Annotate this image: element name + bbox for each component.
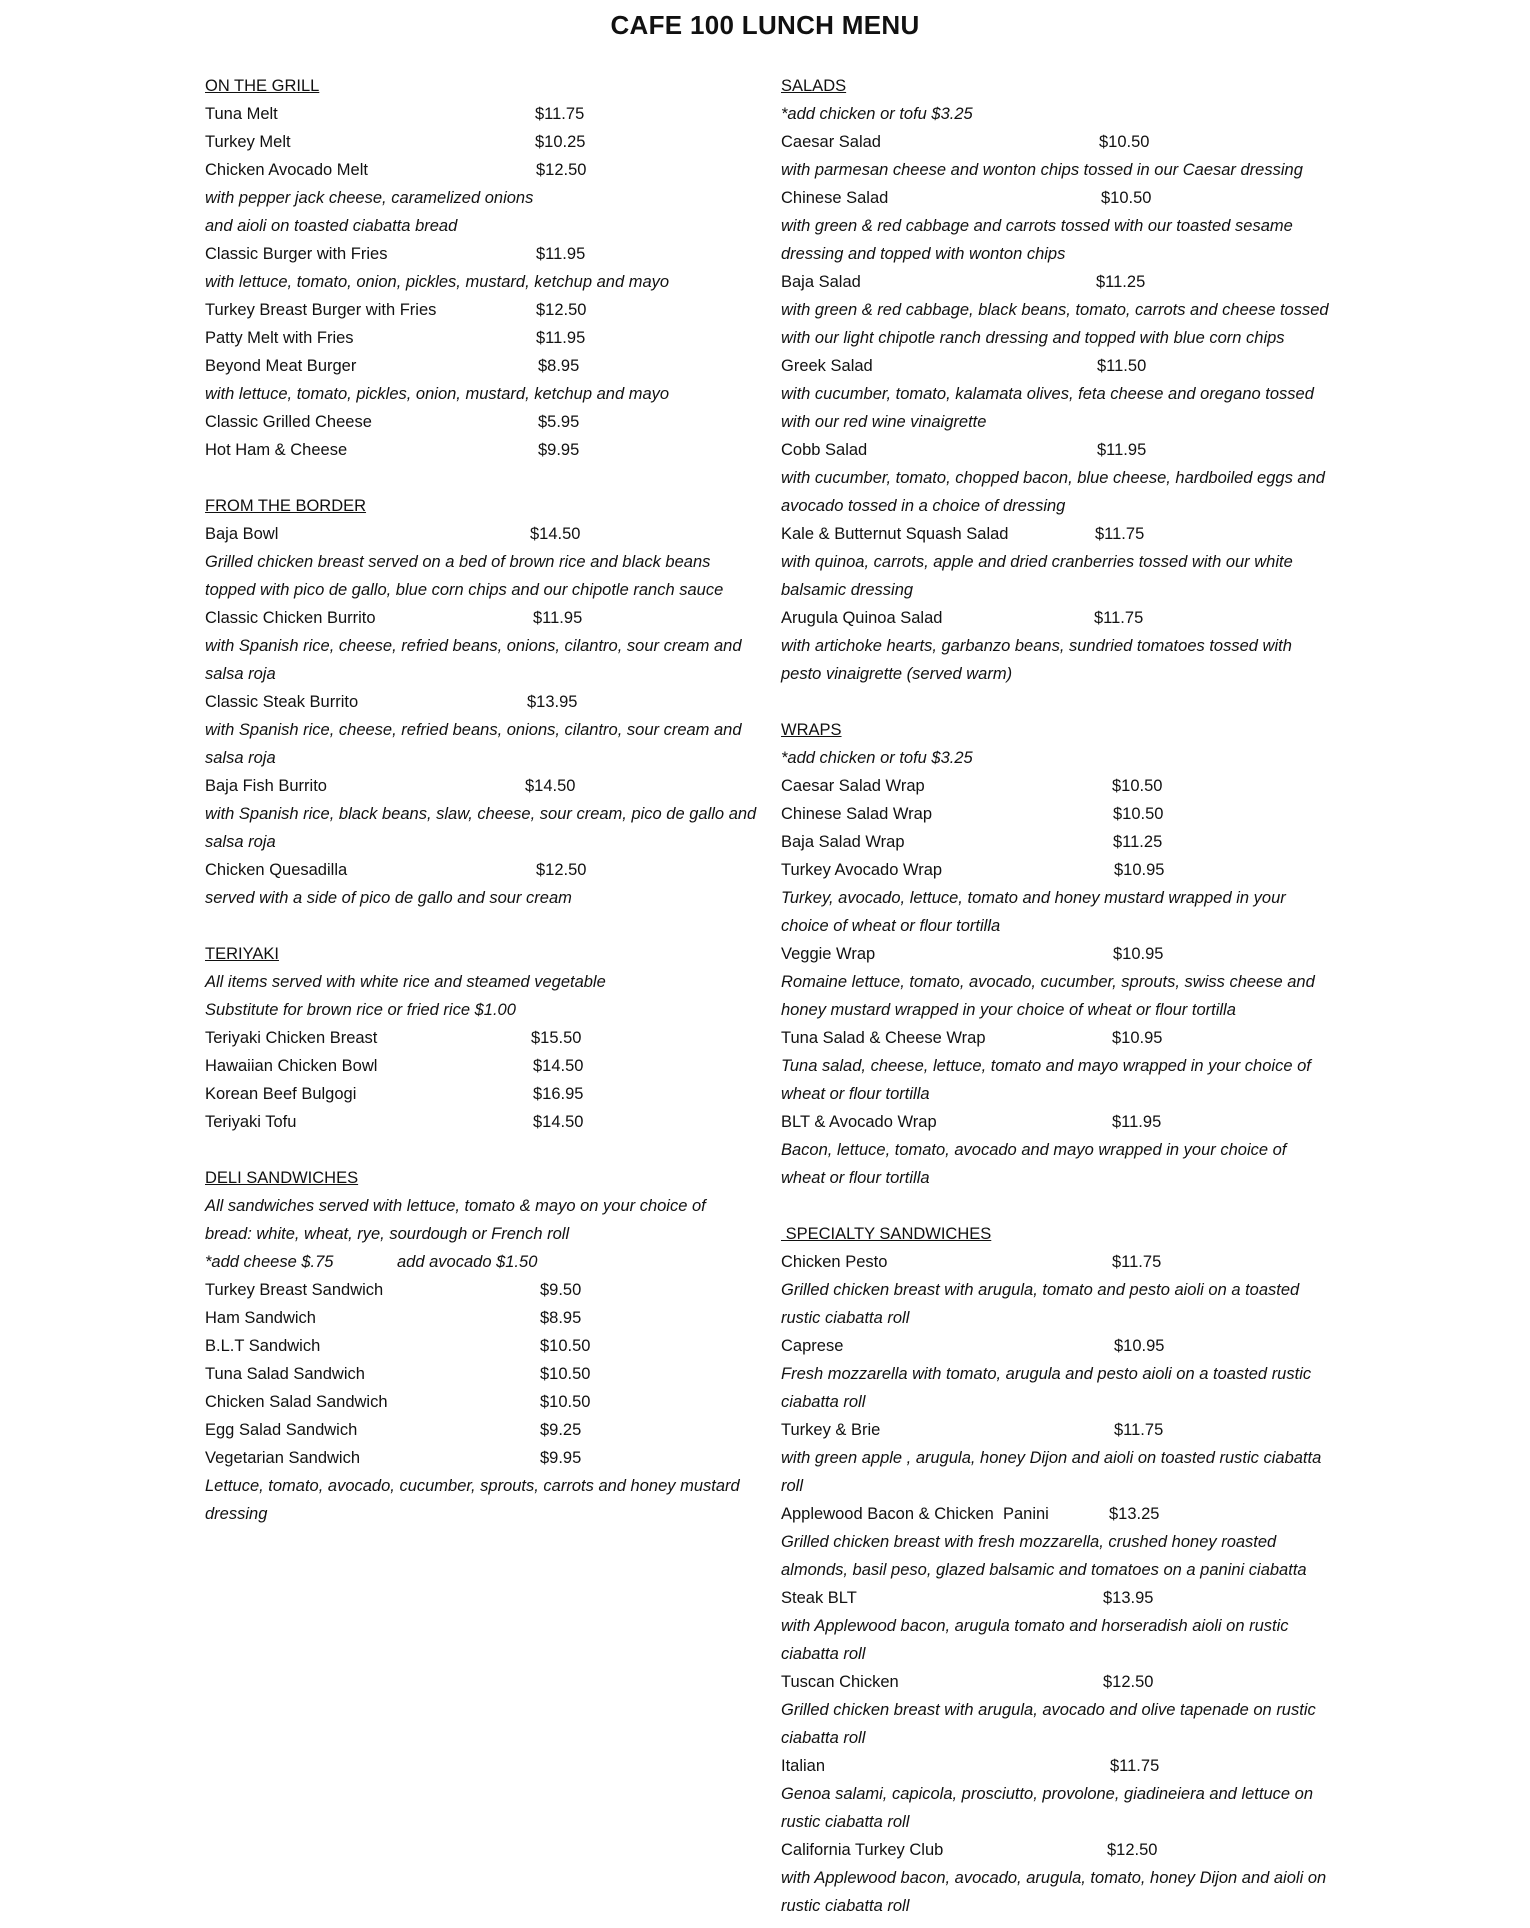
- section-note: *add chicken or tofu $3.25: [781, 749, 973, 767]
- menu-item: [781, 1108, 1341, 1136]
- item-price: $14.50: [530, 525, 581, 543]
- item-description: Grilled chicken breast with arugula, avocado and olive tapenade on rustic: [781, 1701, 1316, 1719]
- item-price: $12.50: [1103, 1673, 1154, 1691]
- item-price: $11.25: [1113, 833, 1163, 851]
- item-description: ciabatta roll: [781, 1729, 866, 1747]
- menu-item: [781, 940, 1341, 968]
- item-price: $10.50: [1112, 777, 1163, 795]
- item-description: Grilled chicken breast served on a bed of brown rice and black beans: [205, 553, 711, 571]
- section-note: *add chicken or tofu $3.25: [781, 105, 973, 123]
- menu-item: [781, 520, 1341, 548]
- item-price: $12.50: [536, 301, 587, 319]
- menu-item: [205, 128, 765, 156]
- item-name: Veggie Wrap: [781, 945, 876, 963]
- item-description: wheat or flour tortilla: [781, 1169, 930, 1187]
- item-name: Baja Salad Wrap: [781, 833, 905, 851]
- menu-item: [781, 856, 1341, 884]
- item-description: with lettuce, tomato, onion, pickles, mustard, ketchup and mayo: [205, 273, 670, 291]
- menu-item: [205, 688, 765, 716]
- item-name: Classic Burger with Fries: [205, 245, 388, 263]
- item-description: with green & red cabbage, black beans, tomato, carrots and cheese tossed: [781, 301, 1329, 319]
- item-description: with Applewood bacon, arugula tomato and horseradish aioli on rustic: [781, 1617, 1289, 1635]
- menu-item: [781, 1836, 1341, 1864]
- menu-item: [781, 1752, 1341, 1780]
- section-gap: [205, 1136, 765, 1164]
- item-description: pesto vinaigrette (served warm): [781, 665, 1013, 683]
- menu-item: [205, 352, 765, 380]
- item-description: with green apple , arugula, honey Dijon and aioli on toasted rustic ciabatta: [781, 1449, 1322, 1467]
- item-price: $12.50: [536, 161, 587, 179]
- item-description: ciabatta roll: [781, 1393, 866, 1411]
- item-description: topped with pico de gallo, blue corn chips and our chipotle ranch sauce: [205, 581, 724, 599]
- item-name: Chicken Pesto: [781, 1253, 888, 1271]
- item-description: salsa roja: [205, 749, 276, 767]
- item-price: $10.50: [540, 1337, 591, 1355]
- section-heading-wraps: WRAPS: [781, 721, 842, 739]
- item-description: rustic ciabatta roll: [781, 1309, 910, 1327]
- menu-item: [205, 324, 765, 352]
- item-name: Hot Ham & Cheese: [205, 441, 348, 459]
- menu-item: [205, 1304, 765, 1332]
- item-description: Lettuce, tomato, avocado, cucumber, sprouts, carrots and honey mustard: [205, 1477, 740, 1495]
- item-price: $13.25: [1109, 1505, 1160, 1523]
- item-description: with artichoke hearts, garbanzo beans, sundried tomatoes tossed with: [781, 637, 1292, 655]
- item-name: Teriyaki Chicken Breast: [205, 1029, 378, 1047]
- addon-avocado: add avocado $1.50: [397, 1253, 538, 1271]
- menu-item: [205, 156, 765, 184]
- item-description: Turkey, avocado, lettuce, tomato and honey mustard wrapped in your: [781, 889, 1286, 907]
- item-price: $10.95: [1112, 1029, 1163, 1047]
- item-name: Turkey & Brie: [781, 1421, 881, 1439]
- item-name: Tuna Salad & Cheese Wrap: [781, 1029, 986, 1047]
- menu-item: [781, 604, 1341, 632]
- item-name: Korean Beef Bulgogi: [205, 1085, 357, 1103]
- item-price: $9.50: [540, 1281, 582, 1299]
- item-price: $10.50: [1099, 133, 1150, 151]
- item-name: Greek Salad: [781, 357, 873, 375]
- item-name: Caprese: [781, 1337, 844, 1355]
- section-heading-salads: SALADS: [781, 77, 847, 95]
- item-price: $11.95: [536, 329, 586, 347]
- item-description: Romaine lettuce, tomato, avocado, cucumber, sprouts, swiss cheese and: [781, 973, 1315, 991]
- item-description: choice of wheat or flour tortilla: [781, 917, 1001, 935]
- item-name: Arugula Quinoa Salad: [781, 609, 943, 627]
- item-price: $5.95: [538, 413, 580, 431]
- item-price: $10.50: [540, 1393, 591, 1411]
- item-description: with cucumber, tomato, kalamata olives, feta cheese and oregano tossed: [781, 385, 1314, 403]
- menu-item: [205, 240, 765, 268]
- section-heading-teriyaki: TERIYAKI: [205, 945, 279, 963]
- item-description: rustic ciabatta roll: [781, 1813, 910, 1831]
- menu-item: [205, 1052, 765, 1080]
- item-description: salsa roja: [205, 665, 276, 683]
- item-price: $11.75: [1110, 1757, 1160, 1775]
- item-name: Kale & Butternut Squash Salad: [781, 525, 1009, 543]
- item-price: $11.75: [1112, 1253, 1162, 1271]
- item-description: and aioli on toasted ciabatta bread: [205, 217, 458, 235]
- item-price: $14.50: [533, 1113, 584, 1131]
- menu-item: [781, 184, 1341, 212]
- menu-item: [781, 436, 1341, 464]
- menu-item: [205, 1332, 765, 1360]
- item-description: with cucumber, tomato, chopped bacon, blue cheese, hardboiled eggs and: [781, 469, 1325, 487]
- section-gap: [781, 1192, 1341, 1220]
- item-name: Cobb Salad: [781, 441, 868, 459]
- item-price: $13.95: [1103, 1589, 1154, 1607]
- menu-item: [781, 128, 1341, 156]
- item-price: $11.95: [533, 609, 583, 627]
- item-description: ciabatta roll: [781, 1645, 866, 1663]
- section-gap: [205, 912, 765, 940]
- item-name: Tuscan Chicken: [781, 1673, 899, 1691]
- item-name: Caesar Salad Wrap: [781, 777, 925, 795]
- menu-item: [205, 436, 765, 464]
- section-gap: [205, 464, 765, 492]
- item-price: $9.25: [540, 1421, 582, 1439]
- item-name: Baja Bowl: [205, 525, 279, 543]
- item-price: $11.95: [1112, 1113, 1162, 1131]
- item-price: $14.50: [525, 777, 576, 795]
- item-name: Tuna Melt: [205, 105, 278, 123]
- item-description: with Applewood bacon, avocado, arugula, tomato, honey Dijon and aioli on: [781, 1869, 1327, 1887]
- item-price: $8.95: [538, 357, 580, 375]
- item-description: with our light chipotle ranch dressing and topped with blue corn chips: [781, 329, 1285, 347]
- item-description: with quinoa, carrots, apple and dried cranberries tossed with our white: [781, 553, 1293, 571]
- item-description: Grilled chicken breast with arugula, tomato and pesto aioli on a toasted: [781, 1281, 1300, 1299]
- item-price: $9.95: [540, 1449, 582, 1467]
- section-gap: [781, 688, 1341, 716]
- item-name: Classic Steak Burrito: [205, 693, 359, 711]
- item-description: with Spanish rice, cheese, refried beans, onions, cilantro, sour cream and: [205, 721, 742, 739]
- menu-item: [205, 1416, 765, 1444]
- item-price: $13.95: [527, 693, 578, 711]
- menu-item: [205, 1080, 765, 1108]
- item-description: almonds, basil peso, glazed balsamic and tomatoes on a panini ciabatta: [781, 1561, 1307, 1579]
- menu-item: [205, 408, 765, 436]
- item-name: Turkey Breast Burger with Fries: [205, 301, 437, 319]
- section-note: All sandwiches served with lettuce, tomato & mayo on your choice of: [205, 1197, 706, 1215]
- left-column: [205, 72, 765, 1528]
- section-heading-border: FROM THE BORDER: [205, 497, 367, 515]
- item-price: $14.50: [533, 1057, 584, 1075]
- section-heading-deli: DELI SANDWICHES: [205, 1169, 359, 1187]
- item-name: Chicken Quesadilla: [205, 861, 348, 879]
- item-description: Bacon, lettuce, tomato, avocado and mayo wrapped in your choice of: [781, 1141, 1287, 1159]
- item-name: Chicken Salad Sandwich: [205, 1393, 388, 1411]
- item-name: Chicken Avocado Melt: [205, 161, 368, 179]
- menu-title: CAFE 100 LUNCH MENU: [610, 10, 920, 40]
- item-price: $11.95: [536, 245, 586, 263]
- item-name: Classic Grilled Cheese: [205, 413, 372, 431]
- menu-item: [781, 828, 1341, 856]
- item-name: Classic Chicken Burrito: [205, 609, 376, 627]
- item-description: served with a side of pico de gallo and sour cream: [205, 889, 572, 907]
- item-name: B.L.T Sandwich: [205, 1337, 321, 1355]
- item-name: Chinese Salad Wrap: [781, 805, 933, 823]
- menu-item: [781, 1668, 1341, 1696]
- item-name: BLT & Avocado Wrap: [781, 1113, 937, 1131]
- menu-item: [205, 1024, 765, 1052]
- menu-item: [205, 604, 765, 632]
- item-description: dressing: [205, 1505, 268, 1523]
- menu-item: [205, 1388, 765, 1416]
- item-description: with Spanish rice, cheese, refried beans, onions, cilantro, sour cream and: [205, 637, 742, 655]
- item-name: Chinese Salad: [781, 189, 889, 207]
- item-name: Caesar Salad: [781, 133, 881, 151]
- item-name: Egg Salad Sandwich: [205, 1421, 358, 1439]
- right-column: [781, 72, 1341, 1920]
- item-price: $10.50: [540, 1365, 591, 1383]
- item-description: Fresh mozzarella with tomato, arugula and pesto aioli on a toasted rustic: [781, 1365, 1312, 1383]
- item-description: with our red wine vinaigrette: [781, 413, 987, 431]
- menu-item: [781, 1332, 1341, 1360]
- menu-item: [781, 1248, 1341, 1276]
- item-description: Genoa salami, capicola, prosciutto, provolone, giadineiera and lettuce on: [781, 1785, 1313, 1803]
- item-name: Italian: [781, 1757, 826, 1775]
- item-description: Grilled chicken breast with fresh mozzarella, crushed honey roasted: [781, 1533, 1277, 1551]
- item-description: with parmesan cheese and wonton chips tossed in our Caesar dressing: [781, 161, 1303, 179]
- item-price: $11.75: [1095, 525, 1145, 543]
- item-price: $16.95: [533, 1085, 584, 1103]
- item-name: Patty Melt with Fries: [205, 329, 354, 347]
- item-price: $9.95: [538, 441, 580, 459]
- menu-item: [205, 1276, 765, 1304]
- item-name: California Turkey Club: [781, 1841, 944, 1859]
- item-description: balsamic dressing: [781, 581, 914, 599]
- section-heading-grill: ON THE GRILL: [205, 77, 320, 95]
- item-price: $15.50: [531, 1029, 582, 1047]
- menu-item: [781, 1584, 1341, 1612]
- menu-item: [781, 268, 1341, 296]
- addon-cheese: *add cheese $.75: [205, 1253, 334, 1271]
- menu-item: [205, 772, 765, 800]
- item-name: Ham Sandwich: [205, 1309, 316, 1327]
- item-description: dressing and topped with wonton chips: [781, 245, 1066, 263]
- menu-item: [205, 856, 765, 884]
- section-note: bread: white, wheat, rye, sourdough or French roll: [205, 1225, 570, 1243]
- section-note: Substitute for brown rice or fried rice $1.00: [205, 1001, 516, 1019]
- item-price: $10.95: [1114, 1337, 1165, 1355]
- menu-item: [781, 800, 1341, 828]
- menu-item: [205, 520, 765, 548]
- item-description: with pepper jack cheese, caramelized onions: [205, 189, 534, 207]
- item-name: Baja Fish Burrito: [205, 777, 327, 795]
- item-price: $12.50: [536, 861, 587, 879]
- item-price: $11.75: [1114, 1421, 1164, 1439]
- item-price: $11.50: [1097, 357, 1147, 375]
- item-description: Tuna salad, cheese, lettuce, tomato and mayo wrapped in your choice of: [781, 1057, 1311, 1075]
- menu-item: [781, 352, 1341, 380]
- menu-item: [205, 1360, 765, 1388]
- item-description: avocado tossed in a choice of dressing: [781, 497, 1066, 515]
- item-description: rustic ciabatta roll: [781, 1897, 910, 1915]
- item-price: $11.95: [1097, 441, 1147, 459]
- item-price: $11.75: [535, 105, 585, 123]
- item-name: Teriyaki Tofu: [205, 1113, 297, 1131]
- menu-item: [781, 1024, 1341, 1052]
- menu-item: [205, 1108, 765, 1136]
- item-price: $11.75: [1094, 609, 1144, 627]
- menu-item: [205, 296, 765, 324]
- item-name: Steak BLT: [781, 1589, 857, 1607]
- item-name: Vegetarian Sandwich: [205, 1449, 361, 1467]
- item-description: with Spanish rice, black beans, slaw, cheese, sour cream, pico de gallo and: [205, 805, 757, 823]
- item-name: Turkey Avocado Wrap: [781, 861, 943, 879]
- item-description: salsa roja: [205, 833, 276, 851]
- item-description: roll: [781, 1477, 804, 1495]
- menu-item: [781, 772, 1341, 800]
- item-price: $10.50: [1101, 189, 1152, 207]
- menu-item: [205, 1444, 765, 1472]
- section-note: All items served with white rice and steamed vegetable: [205, 973, 606, 991]
- item-name: Tuna Salad Sandwich: [205, 1365, 365, 1383]
- menu-item: [781, 1416, 1341, 1444]
- item-name: Beyond Meat Burger: [205, 357, 357, 375]
- item-description: with lettuce, tomato, pickles, onion, mustard, ketchup and mayo: [205, 385, 670, 403]
- item-price: $12.50: [1107, 1841, 1158, 1859]
- deli-addons: [205, 1248, 765, 1276]
- item-name: Turkey Breast Sandwich: [205, 1281, 384, 1299]
- item-price: $11.25: [1096, 273, 1146, 291]
- item-price: $10.95: [1114, 861, 1165, 879]
- item-name: Hawaiian Chicken Bowl: [205, 1057, 378, 1075]
- item-price: $10.95: [1113, 945, 1164, 963]
- item-price: $10.25: [535, 133, 586, 151]
- item-name: Baja Salad: [781, 273, 861, 291]
- section-heading-specialty: SPECIALTY SANDWICHES: [781, 1225, 992, 1243]
- item-description: wheat or flour tortilla: [781, 1085, 930, 1103]
- item-price: $10.50: [1113, 805, 1164, 823]
- item-description: with green & red cabbage and carrots tossed with our toasted sesame: [781, 217, 1293, 235]
- menu-item: [205, 100, 765, 128]
- item-description: honey mustard wrapped in your choice of wheat or flour tortilla: [781, 1001, 1236, 1019]
- item-price: $8.95: [540, 1309, 582, 1327]
- menu-item: [781, 1500, 1341, 1528]
- item-name: Turkey Melt: [205, 133, 291, 151]
- item-name: Applewood Bacon & Chicken Panini: [781, 1505, 1049, 1523]
